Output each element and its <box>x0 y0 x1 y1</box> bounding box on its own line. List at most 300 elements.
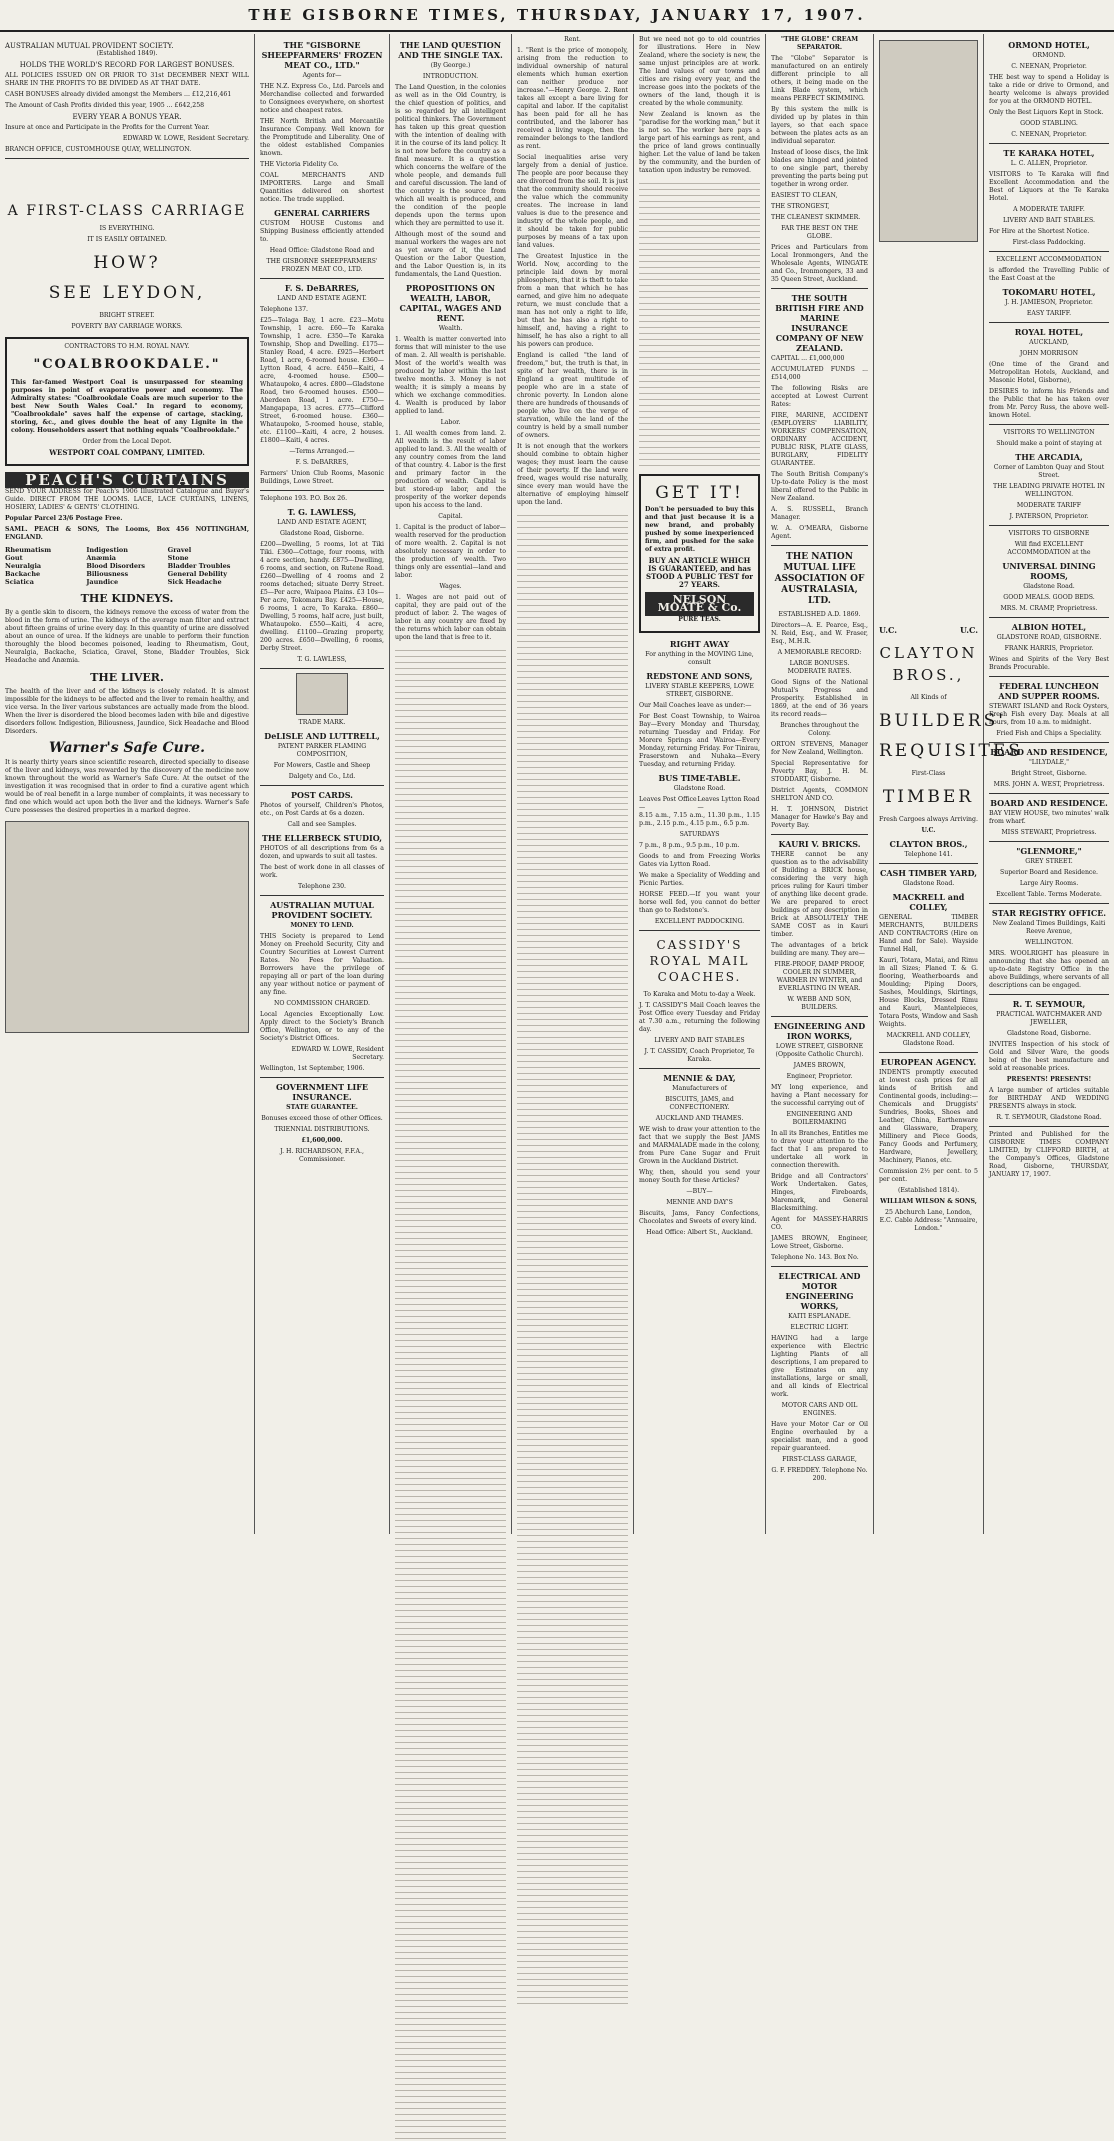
royal-name: JOHN MORRISON <box>1019 350 1079 357</box>
redstone-times: For Best Coast Township, to Wairoa Bay—Every Monday and Thursday, returning Tuesday and Friday. For Morere Springs and Wairoa—Every Monday, returning Friday. For Tinirau, Fraserstown and Nuhaka—Every Tuesday, and returning Friday. <box>639 713 760 768</box>
land-wealth: Wealth. <box>438 325 463 332</box>
rent-text4: England is called "the land of freedom," but, the truth is that, in spite of her wealth, there is in England a great multitude of people who are in a state of chronic poverty. In London alone there are hundreds of thousands of people who live on the verge of starvation, while the land of the country is held by a small number of owners. <box>517 352 628 439</box>
clayton-all: All Kinds of <box>910 694 947 701</box>
amp-money-text: THIS Society is prepared to Lend Money on Freehold Security, City and Country Securities at Lowest Current Rates. No Fees for Valuation. Borrowers have the privilege of repaying all or part of the loan during any year without notice or payment of any fine. <box>260 933 384 996</box>
delisle-name: DeLISLE AND LUTTRELL, <box>264 731 380 741</box>
land-propositions: PROPOSITIONS ON WEALTH, LABOR, CAPITAL, WAGES AND RENT. <box>399 283 502 323</box>
clayton-requisites: REQUISITES <box>879 741 1023 761</box>
kauri-sign: W. WEBB AND SON, BUILDERS. <box>787 996 852 1011</box>
gisborne-agent2: THE North British and Mercantile Insurance Company. Well known for the Promptitude and Liberality. One of the oldest established Companies known. <box>260 118 384 157</box>
sb-capital: CAPITAL ... £1,000,000 <box>771 355 845 362</box>
gisborne-carriers: GENERAL CARRIERS <box>274 208 370 218</box>
column-3 <box>390 34 512 1534</box>
star-name: WELLINGTON. <box>1024 939 1074 946</box>
rent-heading: Rent. <box>564 36 581 43</box>
vg-text: Will find EXCELLENT ACCOMMODATION at the <box>1007 541 1091 556</box>
redstone-paddock: EXCELLENT PADDOCKING. <box>654 918 745 925</box>
rent-text3: The Greatest Injustice in the World. Now, according to the principle laid down by moral philosophers, that it is theft to take from a man that which he has earned, and give him no adequate return, we must conclude that a man has not only a right to life, but that he has also a right to himself, and, having a right to himself, he has also a right to all his powers can produce. <box>517 253 629 348</box>
clayton-uc-right: U.C. <box>959 625 978 635</box>
tekaraka-padd: First-class Paddocking. <box>1012 239 1086 246</box>
albion-name: FRANK HARRIS, Proprietor. <box>1004 645 1094 652</box>
nelson-tea: PURE TEAS. <box>678 616 721 623</box>
kauri-list: FIRE-PROOF, DAMP PROOF, COOLER IN SUMMER, WARMER IN WINTER, and EVERLASTING IN WEAR. <box>774 961 865 992</box>
nm-record: A MEMORABLE RECORD: <box>777 649 862 656</box>
globe-cap4: FAR THE BEST ON THE GLOBE. <box>781 225 858 240</box>
arcadia-title: THE ARCADIA, <box>1015 452 1083 462</box>
peach-postal: Popular Parcel 23/6 Postage Free. <box>5 515 123 522</box>
globe-cap3: THE CLEANEST SKIMMER. <box>771 214 861 221</box>
el-motor-text: Have your Motor Car or Oil Engine overhauled by a specialist man, and a good repair guaranteed. <box>771 1421 868 1452</box>
tekaraka-name: L. C. ALLEN, Proprietor. <box>1010 160 1088 167</box>
warner-text: It is nearly thirty years since scientific research, directed specially to disease of the liver and kidneys, was rewarded by the discovery of the medicine now known throughout the world as Warner's Safe Cure. At the outset of the investigation it was recognised that in order to find a curative agent which would be of real benefit in a large number of complaints, it was necessary to find one which would act upon both the liver and the kidneys. Warner's Safe Cure possesses the desired properties in a marked degree. <box>5 759 249 814</box>
gov-title: GOVERNMENT LIFE INSURANCE. <box>275 1082 369 1102</box>
bus-sub: Gladstone Road. <box>673 785 726 792</box>
seymour-sign: R. T. SEYMOUR, Gladstone Road. <box>996 1114 1102 1121</box>
tokomaru-tariff: EASY TARIFF. <box>1026 310 1072 317</box>
clayton-builders: BUILDERS' <box>879 711 1006 731</box>
mennie-role: Manufacturers of <box>672 1085 727 1092</box>
eng-text: MY long experience, and having a Plant necessary for the successful carrying out of <box>771 1084 868 1107</box>
cassidy-text: J. T. CASSIDY'S Mail Coach leaves the Post Office every Tuesday and Friday at 7.30 a.m., returning the following day. <box>639 1002 760 1033</box>
eng-title2: ENGINEERING AND BOILERMAKING <box>786 1111 853 1126</box>
tokomaru-prop: J. H. JAMIESON, Proprietor. <box>1005 299 1093 306</box>
ailment-item: Bladder Troubles <box>167 562 231 570</box>
ormond-title: ORMOND HOTEL, <box>1008 40 1090 50</box>
bus-leave2: Leaves Lytton Road— <box>697 796 760 811</box>
ormond-name: C. NEENAN, Proprietor. <box>1011 63 1087 70</box>
european-text: INDENTS promptly executed at lowest cash prices for all kinds of British and Continental goods, including:— Chemicals and Druggists' Sundries, Books, Shoes and Leather, China, Earthenware and Glassware, Drapery, Millinery and Piece Goods, Fancy Goods and Perfumery, Hardware, Jewellery, Machinery, Pianos, etc. <box>879 1069 978 1164</box>
gov-amount: £1,600,000. <box>301 1137 343 1144</box>
sb-title: THE SOUTH BRITISH FIRE AND MARINE INSURANCE COMPANY OF NEW ZEALAND. <box>775 293 864 353</box>
debarres-address: Farmers' Union Club Rooms, Masonic Buildings, Lowe Street. <box>260 470 384 485</box>
globe-cap1: EASIEST TO CLEAN, <box>771 192 838 199</box>
peach-address: SAML. PEACH & SONS, The Looms, Box 456 NOTTINGHAM, ENGLAND. <box>5 526 249 541</box>
amp-local: Local Agencies Exceptionally Low. Apply direct to the Society's Branch Office, Wellington, or to any of the Society's District Offices. <box>260 1011 384 1042</box>
rent-text5: It is not enough that the workers should combine to obtain higher wages; they must learn the cause of their poverty. If the land were freed, wages would rise naturally, since every man would have the alternative of employing himself upon the land. <box>517 443 628 506</box>
federal-title: FEDERAL LUNCHEON AND SUPPER ROOMS. <box>998 681 1100 701</box>
lilydale-title: BOARD AND RESIDENCE, <box>990 747 1108 757</box>
clayton-uc-left: U.C. <box>879 625 898 635</box>
getit-buy: BUY AN ARTICLE WHICH IS GUARANTEED, and has STOOD A PUBLIC TEST for 27 YEARS. <box>646 556 753 589</box>
arcadia-sign: J. PATERSON, Proprietor. <box>1009 513 1089 520</box>
sb-sign2: W. A. O'MEARA, Gisborne Agent. <box>771 525 868 540</box>
coal-advert <box>5 337 249 466</box>
el-motor: MOTOR CARS AND OIL ENGINES. <box>781 1402 858 1417</box>
ailment-item: Blood Disorders <box>86 562 146 570</box>
gov-sign: J. H. RICHARDSON, F.F.A., Commissioner. <box>280 1148 364 1163</box>
delisle-role: PATENT PARKER FLAMING COMPOSITION, <box>277 743 367 758</box>
cassidy-sign: J. T. CASSIDY, Coach Proprietor, Te Karaka. <box>644 1048 755 1063</box>
seymour-text2: A large number of articles suitable for BIRTHDAY AND WEDDING PRESENTS always in stock. <box>989 1087 1109 1110</box>
eng-bridge: Bridge and all Contractors' Work Undertaken. Gates, Hinges, Fireboards, Maremark, and General Blacksmithing. <box>771 1173 868 1212</box>
postcards-text: Photos of yourself, Children's Photos, etc., on Post Cards at 6s a dozen. <box>260 802 384 817</box>
separator-image <box>879 40 978 242</box>
clayton-fresh: Fresh Cargoes always Arriving. <box>879 816 978 823</box>
globe-text3: Instead of loose discs, the link blades are hinged and jointed to one single part, thereby preventing the parts being put together in wrong order. <box>771 149 868 188</box>
european-addr: 25 Abchurch Lane, London, E.C. Cable Address: "Annuaire, London." <box>879 1209 978 1232</box>
tekaraka-title: TE KARAKA HOTEL, <box>1003 148 1095 158</box>
mennie-why: Why, then, should you send your money South for these Articles? <box>639 1169 760 1184</box>
coal-order: Order from the Local Depot. <box>82 438 172 445</box>
rent-text1: 1. "Rent is the price of monopoly, arising from the reduction to individual ownership of natural elements which human exertion can neither produce nor increase."—Henry George. 2. Rent takes all except a bare living for capital and labor. If the capitalist has been paid for all he has contributed, and the laborer has received a living wage, then the remainder belongs to the landlord as rent. <box>517 47 628 150</box>
rent-text2: Social inequalities arise very largely from a denial of justice. The people are poor because they are divorced from the soil. It is just that the community should receive the value which the community creates. The increase in land values is due to the presence and industry of the whole people, and it should be taken for public purposes by means of a tax upon land values. <box>517 154 628 249</box>
column-7 <box>874 34 1023 1534</box>
masthead: THE GISBORNE TIMES, THURSDAY, JANUARY 17, 1907. <box>0 0 1114 32</box>
land-labor: Labor. <box>440 419 461 426</box>
redstone-name: REDSTONE AND SONS, <box>646 671 753 681</box>
tokomaru-text: is afforded the Travelling Public of the East Coast at the <box>989 267 1109 282</box>
gov-guarantee: STATE GUARANTEE. <box>286 1104 358 1111</box>
nm-dist: H. T. JOHNSON, District Manager for Hawke's Bay and Poverty Bay. <box>771 806 868 829</box>
ailment-item: Gout <box>5 554 23 562</box>
gisborne-head: Head Office: Gladstone Road and <box>269 247 375 254</box>
ailment-item: Sciatica <box>5 578 34 586</box>
glenmore-addr: GREY STREET. <box>1025 858 1073 865</box>
amp-header <box>5 42 249 50</box>
nm-title: THE NATION MUTUAL LIFE ASSOCIATION OF AUSTRALASIA, LTD. <box>774 552 865 606</box>
european-comm: Commission 2½ per cent. to 5 per cent. <box>879 1168 978 1183</box>
tekaraka-hire: For Hire at the Shortest Notice. <box>989 228 1090 235</box>
column-8 <box>984 34 1114 1534</box>
mennie-buy: —BUY— <box>686 1188 713 1195</box>
el-address: KAITI ESPLANADE. <box>788 1313 851 1320</box>
amp-cash: CASH BONUSES already divided amongst the Members ... £12,216,461 <box>5 91 232 98</box>
cassidy-to: To Karaka and Motu to-day a Week. <box>643 991 756 998</box>
trade-mark: TRADE MARK. <box>298 719 346 726</box>
tekaraka-text: VISITORS to Te Karaka will find Excellent Accommodation and the Best of Liquors at the Te Karaka Hotel. <box>989 171 1109 202</box>
gisborne-agents: Agents for— <box>302 72 342 79</box>
bus-times: 8.15 a.m., 7.15 a.m., 11.30 p.m., 1.15 p.m., 2.15 p.m., 4.15 p.m., 6.5 p.m. <box>639 812 760 827</box>
land-question-heading: THE LAND QUESTION AND THE SINGLE TAX. <box>398 40 503 60</box>
nelson-logo: NELSON MOATE & Co. <box>645 592 754 616</box>
seymour-addr: Gladstone Road, Gisborne. <box>1007 1030 1091 1037</box>
debarres-list: £25—Tolaga Bay, 1 acre. £23—Motu Township, 1 acre. £60—Te Karaka Township, 1 acre. £350—Te Karaka Township, Shop and Dwelling. £175—Stanley Road, 4 acre. £925—Herbert Road, 1 acre, 6-roomed house. £360—Lytton Road, 4 acre. £450—Kaiti, 4 acre, 4-roomed house. £500—Whataupoko, 4 acres. £800—Gladstone Road, two 6-roomed houses. £500—Aberdeen Road, 1 acre. £750—Mangapapa, 13 acres. £775—Clifford Street, 6-roomed house. £360—Whataupoko, 5-roomed house, stable, etc. £1100—Kaiti, 4 acre, 2 houses. £1800—Kaiti, 4 acres. <box>260 317 384 444</box>
gisborne-agent1: THE N.Z. Express Co., Ltd. Parcels and Merchandise collected and forwarded to Consignees everywhere, on shortest notice and cheapest rates. <box>260 83 384 114</box>
column-6 <box>766 34 874 1534</box>
seymour-text: INVITES Inspection of his stock of Gold and Silver Ware, the goods being of the best manufacture and sold at reasonable prices. <box>989 1041 1109 1072</box>
kauri-adv: The advantages of a brick building are many. They are— <box>771 942 868 957</box>
amp-money-sign: EDWARD W. LOWE, Resident Secretary. <box>291 1046 384 1061</box>
column-1 <box>0 34 255 1534</box>
ailment-item: Jaundice <box>86 578 119 586</box>
land-capital: Capital. <box>438 513 463 520</box>
el-garage: FIRST-CLASS GARAGE, <box>782 1456 857 1463</box>
clayton-tel: Telephone 141. <box>904 851 953 858</box>
postcards-call: Call and see Samples. <box>287 821 357 828</box>
mennie-sign: MENNIE AND DAY'S <box>666 1199 733 1206</box>
sb-list: FIRE, MARINE, ACCIDENT (EMPLOYERS' LIABILITY, WORKERS' COMPENSATION, ORDINARY ACCIDENT, PUBLIC RISK, PLATE GLASS, BURGLARY, FIDELITY GUARANTEE. <box>771 412 868 467</box>
debarres-tel: Telephone 137. <box>260 306 309 313</box>
nm-text: Good Signs of the National Mutual's Progress and Prosperity. Established in 1869, at the end of 36 years its record reads— <box>771 679 868 718</box>
debarres-role: LAND AND ESTATE AGENT. <box>277 295 367 302</box>
nm-branch: Branches throughout the Colony. <box>780 722 859 737</box>
glenmore-text: Superior Board and Residence. <box>999 869 1099 876</box>
seymour-presents: PRESENTS! PRESENTS! <box>1006 1076 1092 1083</box>
carriage-headline: A FIRST-CLASS CARRIAGE <box>7 203 247 219</box>
carriage-street: BRIGHT STREET. <box>99 312 155 319</box>
universal-sign: MRS. M. CRAMP, Proprietress. <box>1000 605 1098 612</box>
bayview-text: BAY VIEW HOUSE, two minutes' walk from wharf. <box>989 810 1109 825</box>
european-title: EUROPEAN AGENCY. <box>880 1057 977 1067</box>
mennie-name: MENNIE & DAY, <box>663 1073 736 1083</box>
ailment-item: Sick Headache <box>167 578 222 586</box>
getit-heading: GET IT! <box>655 483 744 503</box>
star-text: MRS. WOOLRIGHT has pleasure in announcing that she has opened an up-to-date Registry Office in the above Buildings, where servants of all descriptions can be engaged. <box>989 950 1109 989</box>
globe-text2: By this system the milk is divided up by plates in thin layers, so that each space between the plates acts as an individual separator. <box>771 106 868 145</box>
kauri-text: THERE cannot be any question as to the advisability of Building a BRICK house, considering the very high prices ruling for Kauri timber of anything like decent grade. We are prepared to erect buildings of any description in Brick at ABSOLUTELY THE SAME COST as in Kauri timber. <box>771 851 868 938</box>
tokomaru-lead: EXCELLENT ACCOMMODATION <box>996 256 1102 263</box>
lilydale-name: "LILYDALE," <box>1028 759 1070 766</box>
amp-money-title: AUSTRALIAN MUTUAL PROVIDENT SOCIETY. <box>270 900 374 920</box>
clayton-uc: U.C. <box>921 827 936 834</box>
lawless-name: T. G. LAWLESS, <box>287 507 357 517</box>
eng-text2: In all its Branches, Entitles me to draw your attention to the fact that I am prepared to undertake all work in connection therewith. <box>771 1130 868 1169</box>
albion-title: ALBION HOTEL, <box>1011 622 1087 632</box>
gisborne-agent3: THE Victoria Fidelity Co. <box>260 161 339 168</box>
ellerbeck-tel: Telephone 230. <box>297 883 346 890</box>
lawless-list: £200—Dwelling, 5 rooms, lot at Tiki Tiki. £360—Cottage, four rooms, with 4 acre section, handy. £875—Dwelling, 6 rooms, and section, on Rutene Road. £260—Dwelling of 4 rooms and 2 rooms detached; situate Derry Street. £5—Per acre, Waipaoa Plains. £3 10s—Per acre, Tokomaru Bay. £425—House, 6 rooms, 1 acre, To Karaka. £860—Dwelling, 5 rooms, half acre, just built, Whataupoko. £550—Kaiti, 4 acre, dwelling. £1100—Grazing property, 200 acres. £650—Dwelling, 6 rooms, Derby Street. <box>260 541 384 652</box>
arcadia-lead: THE LEADING PRIVATE HOTEL IN WELLINGTON. <box>993 483 1105 498</box>
ellerbeck-best: The best of work done in all classes of work. <box>260 864 384 879</box>
amp-policies: ALL POLICIES ISSUED ON OR PRIOR TO 31st DECEMBER NEXT WILL SHARE IN THE PROFITS TO BE DIVIDED AS AT THAT DATE. <box>5 72 249 87</box>
lilydale-sign: MRS. JOHN A. WEST, Proprietress. <box>993 781 1105 788</box>
ailment-item: Rheumatism <box>5 546 52 554</box>
column-4 <box>512 34 634 1534</box>
coal-name: "COALBROOKDALE." <box>33 357 221 372</box>
land-wages: Wages. <box>439 583 462 590</box>
cassidy-livery: LIVERY AND BAIT STABLES <box>654 1037 745 1044</box>
mackrell-sign: MACKRELL AND COLLEY, Gladstone Road. <box>886 1032 971 1047</box>
peach-banner: PEACH'S CURTAINS <box>5 472 249 488</box>
amp-amount: The Amount of Cash Profits divided this year, 1905 ... £642,258 <box>5 102 205 109</box>
clayton-first: First-Class <box>911 770 946 777</box>
ormond-text: THE best way to spend a Holiday is take a ride or drive to Ormond, and hearty welcome is always provided for you at the ORMOND HOTEL. <box>989 74 1109 105</box>
gov-triennial: TRIENNIAL DISTRIBUTIONS. <box>274 1126 370 1133</box>
eng-role: Engineer, Proprietor. <box>786 1073 853 1080</box>
el-text: HAVING had a large experience with Electric Lighting Plants of all descriptions, I am prepared to give Estimates on any installations, large or small, and all kinds of Electrical work. <box>771 1335 868 1398</box>
royal-place: AUCKLAND, <box>1029 339 1069 346</box>
el-title: ELECTRICAL AND MOTOR ENGINEERING WORKS, <box>778 1271 861 1311</box>
redstone-mail: Our Mail Coaches leave as under:— <box>639 702 752 709</box>
european-name: WILLIAM WILSON & SONS, <box>880 1198 977 1205</box>
ailment-item: Gravel <box>167 546 192 554</box>
kidneys-heading: THE KIDNEYS. <box>80 592 174 605</box>
delisle-sign: Dalgety and Co., Ltd. <box>288 773 356 780</box>
eng-name: JAMES BROWN, <box>793 1062 846 1069</box>
mackrell-title: MACKRELL and COLLEY, <box>892 892 965 912</box>
gisborne-sub: THE GISBORNE SHEEPFARMERS' FROZEN MEAT CO., LTD. <box>266 258 378 273</box>
moving-line: For anything in the MOVING Line, consult <box>645 651 754 666</box>
royal-text: (One time of the Grand and Metropolitan Hotels, Auckland, and Masonic Hotel, Gisborne), <box>989 361 1109 384</box>
ailment-item: Backache <box>5 570 41 578</box>
federal-text: STEWART ISLAND and Rock Oysters, Fresh Fish every Day. Meals at all hours, from 10 a.m. to midnight. <box>989 703 1109 726</box>
carriage-line3: IT IS EASILY OBTAINED. <box>87 236 167 243</box>
land-text5: 1. Capital is the product of labor—wealth reserved for the production of more wealth. 2. Capital is not absolutely necessary in order to the production of wealth. Two things only are essential—land and labor. <box>395 524 506 579</box>
clayton-name2: CLAYTON BROS., <box>889 839 968 849</box>
standard-image <box>5 821 249 1033</box>
amp-office: BRANCH OFFICE, CUSTOMHOUSE QUAY, WELLINGTON. <box>5 146 192 153</box>
amp-sign: EDWARD W. LOWE, Resident Secretary. <box>122 135 249 142</box>
clayton-timber: TIMBER <box>882 787 975 807</box>
glenmore-terms: Excellent Table. Terms Moderate. <box>996 891 1102 898</box>
cash-timber-title: CASH TIMBER YARD, <box>879 868 978 878</box>
liver-text: The health of the liver and of the kidneys is closely related. It is almost impossible for the kidneys to be affected and the liver to remain healthy, and vice versa. In the liver various substances are actually made from the blood. When the liver is disordered the blood becomes laden with bile and digestive disorders follow. Indigestion, Biliousness, Jaundice, Sick Headache and Blood Disorders. <box>5 688 249 735</box>
warner-heading: Warner's Safe Cure. <box>49 740 205 756</box>
mennie-sign2: Biscuits, Jams, Fancy Confections, Chocolates and Sweets of every kind. <box>639 1210 760 1225</box>
eng-sign: JAMES BROWN, Engineer, Lowe Street, Gisborne. <box>771 1235 868 1250</box>
globe-title: "THE GLOBE" CREAM SEPARATOR. <box>780 36 859 51</box>
ailment-item: Neuralgia <box>5 562 42 570</box>
visitors-title: VISITORS TO WELLINGTON <box>1003 429 1095 436</box>
bayview-sign: MISS STEWART, Proprietress. <box>1001 829 1097 836</box>
ailment-item: Indigestion <box>86 546 128 554</box>
liver-heading: THE LIVER. <box>90 671 164 684</box>
globe-text1: The "Globe" Separator is manufactured on an entirely different principle to all others, it being made on the Link Blade system, which means PERFECT SKIMMING. <box>771 55 868 102</box>
bus-title: BUS TIME-TABLE. <box>658 773 741 783</box>
mennie-head: Head Office: Albert St., Auckland. <box>646 1229 753 1236</box>
ellerbeck-text: PHOTOS of all descriptions from 6s a dozen, and upwards to suit all tastes. <box>260 845 384 860</box>
vg-title: VISITORS TO GISBORNE <box>1008 530 1090 537</box>
redstone-horse: HORSE FEED.—If you want your horse well fed, you cannot do better than go to Redstone's. <box>639 891 760 914</box>
column-4-text-fill <box>517 510 628 2006</box>
getit-text: Don't be persuaded to buy this and that just because it is a new brand, and probably pushed by some inexperienced firm, and pushed for the sake of extra profit. <box>645 506 754 553</box>
amp-nocom: NO COMMISSION CHARGED. <box>273 1000 371 1007</box>
royal-desire: DESIRES to inform his Friends and the Public that he has taken over from Mr. Percy Russ, the above well-known Hotel. <box>989 388 1109 419</box>
amp-money-date: Wellington, 1st September, 1906. <box>260 1065 365 1072</box>
lawless-address: Gladstone Road, Gisborne. <box>280 530 364 537</box>
column-5-text-fill <box>639 178 760 468</box>
ailments-grid <box>5 546 249 586</box>
ormond-stock: Only the Best Liquors Kept in Stock. <box>989 109 1104 116</box>
universal-addr: Gladstone Road. <box>1023 583 1075 590</box>
nm-sign: ORTON STEVENS, Manager for New Zealand, Wellington. <box>771 741 868 756</box>
coal-contract: CONTRACTORS TO H.M. ROYAL NAVY. <box>64 343 190 350</box>
debarres-name: F. S. DeBARRES, <box>284 283 360 293</box>
seymour-role: PRACTICAL WATCHMAKER AND JEWELLER, <box>996 1011 1102 1026</box>
kidneys-text: By a gentle skin to discern, the kidneys remove the excess of water from the blood in the form of urine. The kidneys of the average man filter and extract about fifteen grains of urine every day. In this quantity of urine are dissolved about an ounce of urea. If the kidneys are unable to perform their function thoroughly the blood becomes poisoned, leading to Rheumatism, Gout, Neuralgia, Backache, Sciatica, Gravel, Stone, Bladder Troubles, Sick Headache and Anæmia. <box>5 609 249 664</box>
mennie-text: WE wish to draw your attention to the fact that we supply the Best JAMS and MARMALADE made in the colony, from Pure Cane Sugar and Fruit Grown in the Auckland District. <box>639 1126 760 1165</box>
arcadia-addr: Corner of Lambton Quay and Stout Street. <box>993 464 1105 479</box>
column-5 <box>634 34 766 1534</box>
postcards-heading: POST CARDS. <box>291 790 353 800</box>
mackrell-text: Kauri, Totara, Matai, and Rimu in all Sizes; Planed T. & G. flooring, Weatherboards and Moulding; Piping Doors, Sashes, Mouldings, Skirtings, House Blocks, Dressed Rimu and Kauri, Mantelpieces, Totara Posts, Window and Sash Weights. <box>879 957 978 1028</box>
lawless-sign: T. G. LAWLESS, <box>297 656 347 663</box>
lawless-role: LAND AND ESTATE AGENT, <box>277 519 367 526</box>
tekaraka-tariff: A MODERATE TARIFF. <box>1013 206 1085 213</box>
coal-company: WESTPORT COAL COMPANY, LIMITED. <box>49 448 205 457</box>
lawless-tel: Telephone 193. P.O. Box 26. <box>260 495 348 502</box>
amp-est: (Established 1849). <box>96 50 158 57</box>
el-sign: G. F. FREDDEY. Telephone No. 200. <box>771 1467 868 1482</box>
ellerbeck-heading: THE ELLERBECK STUDIO, <box>261 833 383 843</box>
amp-title: AUSTRALIAN MUTUAL PROVIDENT SOCIETY. <box>5 42 174 50</box>
ailment-item: Biliousness <box>86 570 129 578</box>
nm-rep: Special Representative for Poverty Bay, J. H. M. STODDART, Gisborne. <box>771 760 868 783</box>
cash-timber-addr: Gladstone Road. <box>902 880 955 887</box>
visitors-text: Should make a point of staying at <box>996 440 1102 447</box>
mennie-aux: AUCKLAND AND THAMES. <box>655 1115 744 1122</box>
land-text2: Although most of the sound and manual workers the wages are not as yet aware of it, the Land Question or the Labor Question, and the Labor Question is, in its fundamentals, the Land Question. <box>395 231 506 278</box>
royal-title: ROYAL HOTEL, <box>1014 327 1084 337</box>
el-light: ELECTRIC LIGHT. <box>790 1324 849 1331</box>
seymour-name: R. T. SEYMOUR, <box>1012 999 1086 1009</box>
universal-title: UNIVERSAL DINING ROOMS, <box>1002 561 1096 581</box>
ormond-stabling: GOOD STABLING. <box>1020 120 1078 127</box>
anchor-icon <box>296 673 348 715</box>
mackrell-role: GENERAL TIMBER MERCHANTS, BUILDERS AND CONTRACTORS (Hire on Hand and for Sale). Wayside Tunnel Hall, <box>879 914 978 953</box>
sb-risks: The following Risks are accepted at Lowest Current Rates: <box>771 385 868 408</box>
land-byline: (By George.) <box>430 62 471 69</box>
albion-text: Wines and Spirits of the Very Best Brands Procurable. <box>989 656 1109 671</box>
eng-address: LOWE STREET, GISBORNE (Opposite Catholic Church). <box>775 1043 864 1058</box>
arcadia-tariff: MODERATE TARIFF <box>1016 502 1082 509</box>
debarres-terms: —Terms Arranged.— <box>289 448 355 455</box>
bayview-title: BOARD AND RESIDENCE. <box>990 798 1108 808</box>
sb-sign1: A. S. RUSSELL, Branch Manager. <box>771 506 868 521</box>
coal-text: This far-famed Westport Coal is unsurpassed for steaming purposes in point of evaporative power and economy. The Admiralty states: "Coalbrookdale Coals are much superior to the best New South Wales Coal." In regard to economy, "Coalbrookdale" saves half the expense of cartage, stacking, storing, &c., and gives double the heat of any Lignite in the colony. Householders assert that nothing equals "Coalbrookdale." <box>11 379 243 434</box>
ailment-item: General Debility <box>167 570 228 578</box>
glenmore-rooms: Large Airy Rooms. <box>1019 880 1079 887</box>
star-title: STAR REGISTRY OFFICE. <box>991 908 1107 918</box>
land-text3: 1. Wealth is matter converted into forms that will minister to the use of man. 2. All wealth is perishable. Most of the world's wealth was produced by labor within the last twelve months. 3. Money is not wealth; it is simply a means by which we exchange commodities. 4. Wealth is produced by labor applied to land. <box>395 336 506 415</box>
clayton-name: CLAYTON BROS., <box>879 644 978 684</box>
land-cont-text1: But we need not go to old countries for illustrations. Here in New Zealand, where the society is new, the same unjust principles are at work. The land values of our towns and cities are rising every year, and the increase goes into the pockets of the owners of the land, though it is created by the whole community. <box>639 36 760 107</box>
kauri-title: KAURI V. BRICKS. <box>778 839 861 849</box>
eng-agent: Agent for MASSEY-HARRIS CO. <box>771 1216 868 1231</box>
land-text1: The Land Question, in the colonies as well as in the Old Country, is the chief question of politics, and is so regarded by all intelligent political thinkers. The Government has taken up this great question with the intention of dealing with it in the course of its land policy. It is not now before the country as a final measure. It is a question which concerns the welfare of the whole people, and demands full and careful discussion. The land of the country is the source from which all wealth is produced, and the condition of the people depends upon the terms upon which they are permitted to use it. <box>395 84 506 227</box>
carriage-leydon: SEE LEYDON, <box>48 283 206 303</box>
gisborne-coal: COAL MERCHANTS AND IMPORTERS. Large and Small Quantities delivered on shortest notice. The trade supplied. <box>260 172 384 203</box>
ormond-sign: C. NEENAN, Proprietor. <box>1011 131 1087 138</box>
redstone-role: LIVERY STABLE KEEPERS, LOWE STREET, GISBORNE. <box>645 683 754 698</box>
imprint: Printed and Published for the GISBORNE TIMES COMPANY LIMITED, by CLIFFORD BIRTH, at the Company's Offices, Gladstone Road, Gisborne, THURSDAY, JANUARY 17, 1907. <box>989 1131 1109 1178</box>
right-away: RIGHT AWAY <box>669 639 730 649</box>
land-text4: 1. All wealth comes from land. 2. All wealth is the result of labor applied to land. 3. All the wealth of any country comes from the land of that country. 4. Labor is the first and primary factor in the production of wealth. Capital is but stored-up labor, and the prosperity of the worker depends upon his access to the land. <box>395 430 506 509</box>
gisborne-customs: CUSTOM HOUSE Customs and Shipping Business efficiently attended to. <box>260 220 384 243</box>
nm-agent: District Agents, COMMON SHELTON AND CO. <box>771 787 868 802</box>
nm-dirs: Directors—A. E. Pearce, Esq., N. Reid, Esq., and W. Fraser, Esq., M.H.R. <box>771 622 868 645</box>
universal-meals: GOOD MEALS. GOOD BEDS. <box>1003 594 1095 601</box>
sb-policy: The South British Company's Up-to-date Policy is the most liberal offered to the Public in New Zealand. <box>771 471 868 502</box>
nm-est: ESTABLISHED A.D. 1869. <box>778 611 861 618</box>
carriage-line2: IS EVERYTHING. <box>99 225 155 232</box>
bus-saturdays: SATURDAYS <box>679 831 720 838</box>
bus-leave1: Leaves Post Office— <box>639 796 697 811</box>
nm-large: LARGE BONUSES. MODERATE RATES. <box>787 660 852 675</box>
globe-prices: Prices and Particulars from Local Ironmongers, And the Wholesale Agents, WINGATE and Co., Ironmongers, 33 and 35 Queen Street, Auckland. <box>771 244 868 283</box>
gov-bonus: Bonuses exceed those of other Offices. <box>261 1115 383 1122</box>
delisle-for: For Mowers, Castle and Sheep <box>273 762 371 769</box>
cassidy-title: CASSIDY'S ROYAL MAIL COACHES. <box>649 938 750 984</box>
mennie-products: BISCUITS, JAMS, and CONFECTIONERY. <box>665 1096 734 1111</box>
gisborne-title: THE "GISBORNE SHEEPFARMERS' FROZEN MEAT CO., LTD." <box>261 40 383 70</box>
eng-title: ENGINEERING AND IRON WORKS, <box>773 1021 866 1041</box>
european-est: (Established 1814). <box>897 1187 960 1194</box>
ailment-item: Anæmia <box>86 554 116 562</box>
column-3-text-fill <box>395 645 506 2141</box>
land-text6: 1. Wages are not paid out of capital, they are paid out of the product of labor. 2. The wages of labor in any country are fixed by the returns which labor can obtain upon the land that is free to it. <box>395 594 506 641</box>
federal-fish: Fried Fish and Chips a Speciality. <box>996 730 1102 737</box>
amp-money: MONEY TO LEND. <box>290 922 354 929</box>
albion-addr: GLADSTONE ROAD, GISBORNE. <box>996 634 1102 641</box>
debarres-sign: F. S. DeBARRES, <box>295 459 349 466</box>
amp-insure: Insure at once and Participate in the Profits for the Current Year. <box>5 124 210 131</box>
ormond-place: ORMOND. <box>1032 52 1066 59</box>
tokomaru-title: TOKOMARU HOTEL, <box>1002 287 1096 297</box>
amp-every: EVERY YEAR A BONUS YEAR. <box>72 113 182 121</box>
lilydale-addr: Bright Street, Gisborne. <box>1011 770 1087 777</box>
redstone-wedding: We make a Speciality of Wedding and Picnic Parties. <box>639 872 760 887</box>
